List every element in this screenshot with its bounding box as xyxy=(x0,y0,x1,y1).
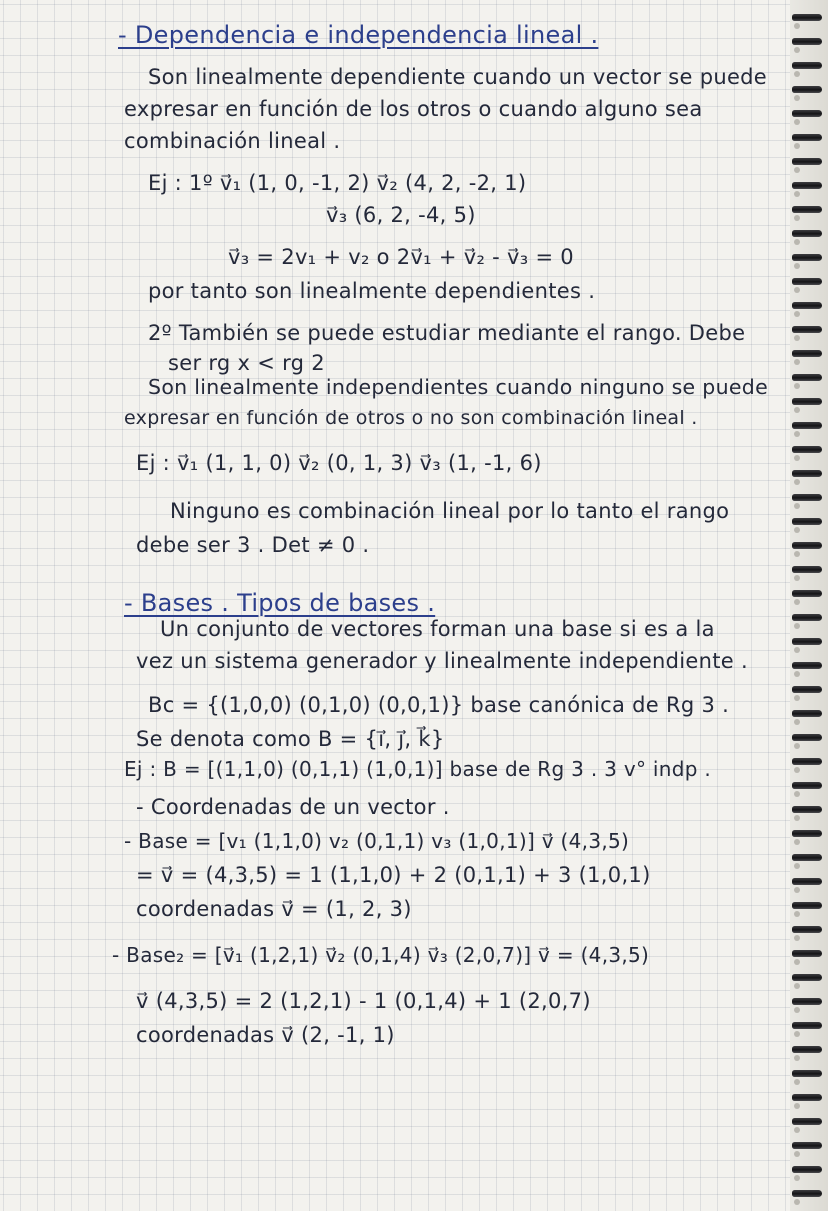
spiral-ring xyxy=(792,1166,822,1173)
example-line: Ej : 1º v⃗₁ (1, 0, -1, 2) v⃗₂ (4, 2, -2, 1) xyxy=(148,171,527,195)
spiral-hole xyxy=(794,1175,800,1181)
spiral-ring xyxy=(792,1142,822,1149)
spiral-hole xyxy=(794,23,800,29)
spiral-ring xyxy=(792,950,822,957)
spiral-ring xyxy=(792,614,822,621)
spiral-ring xyxy=(792,350,822,357)
spiral-ring xyxy=(792,590,822,597)
spiral-ring xyxy=(792,734,822,741)
spiral-ring xyxy=(792,566,822,573)
spiral-hole xyxy=(794,1199,800,1205)
spiral-hole xyxy=(794,1031,800,1037)
spiral-hole xyxy=(794,215,800,221)
spiral-ring xyxy=(792,518,822,525)
spiral-hole xyxy=(794,503,800,509)
spiral-ring xyxy=(792,974,822,981)
spiral-hole xyxy=(794,1127,800,1133)
spiral-hole xyxy=(794,407,800,413)
spiral-hole xyxy=(794,863,800,869)
text-line: vez un sistema generador y linealmente independiente . xyxy=(136,649,748,673)
spiral-ring xyxy=(792,1190,822,1197)
spiral-ring xyxy=(792,902,822,909)
text-line: 2º También se puede estudiar mediante el rango. Debe xyxy=(148,321,746,345)
text-line: combinación lineal . xyxy=(124,129,341,153)
spiral-ring xyxy=(792,14,822,21)
spiral-ring xyxy=(792,1094,822,1101)
spiral-hole xyxy=(794,143,800,149)
spiral-hole xyxy=(794,1151,800,1157)
spiral-hole xyxy=(794,911,800,917)
text-line: Son linealmente dependiente cuando un vector se puede xyxy=(148,65,768,89)
spiral-hole xyxy=(794,311,800,317)
spiral-ring xyxy=(792,86,822,93)
spiral-ring xyxy=(792,710,822,717)
spiral-hole xyxy=(794,383,800,389)
spiral-ring xyxy=(792,230,822,237)
text-line: debe ser 3 . Det ≠ 0 . xyxy=(136,533,370,557)
spiral-hole xyxy=(794,95,800,101)
spiral-ring xyxy=(792,494,822,501)
spiral-hole xyxy=(794,887,800,893)
spiral-hole xyxy=(794,599,800,605)
spiral-ring xyxy=(792,182,822,189)
spiral-ring xyxy=(792,638,822,645)
spiral-ring xyxy=(792,1070,822,1077)
example-line: Ej : v⃗₁ (1, 1, 0) v⃗₂ (0, 1, 3) v⃗₃ (1, -1, 6) xyxy=(136,451,542,475)
spiral-ring xyxy=(792,1046,822,1053)
spiral-ring xyxy=(792,38,822,45)
spiral-hole xyxy=(794,1055,800,1061)
spiral-hole xyxy=(794,575,800,581)
example-line: Ej : B = [(1,1,0) (0,1,1) (1,0,1)] base de Rg 3 . 3 v° indp . xyxy=(124,757,712,781)
spiral-hole xyxy=(794,767,800,773)
spiral-ring xyxy=(792,1022,822,1029)
example-line: v⃗₃ (6, 2, -4, 5) xyxy=(326,203,476,227)
spiral-hole xyxy=(794,1103,800,1109)
equation-line: - Base = [v₁ (1,1,0) v₂ (0,1,1) v₃ (1,0,1)] v⃗ (4,3,5) xyxy=(124,829,630,853)
spiral-hole xyxy=(794,983,800,989)
spiral-ring xyxy=(792,206,822,213)
spiral-ring xyxy=(792,926,822,933)
spiral-hole xyxy=(794,647,800,653)
spiral-hole xyxy=(794,47,800,53)
spiral-ring xyxy=(792,374,822,381)
spiral-ring xyxy=(792,662,822,669)
equation-line: coordenadas v⃗ = (1, 2, 3) xyxy=(136,897,412,921)
spiral-hole xyxy=(794,743,800,749)
spiral-ring xyxy=(792,446,822,453)
spiral-ring xyxy=(792,758,822,765)
spiral-hole xyxy=(794,455,800,461)
spiral-hole xyxy=(794,431,800,437)
spiral-hole xyxy=(794,1079,800,1085)
spiral-hole xyxy=(794,119,800,125)
spiral-hole xyxy=(794,935,800,941)
spiral-ring xyxy=(792,854,822,861)
spiral-ring xyxy=(792,302,822,309)
text-line: Un conjunto de vectores forman una base si es a la xyxy=(160,617,715,641)
spiral-hole xyxy=(794,71,800,77)
spiral-hole xyxy=(794,671,800,677)
spiral-hole xyxy=(794,527,800,533)
spiral-ring xyxy=(792,398,822,405)
heading-bases: - Bases . Tipos de bases . xyxy=(124,589,436,617)
text-line: ser rg x < rg 2 xyxy=(168,351,325,375)
spiral-ring xyxy=(792,158,822,165)
spiral-hole xyxy=(794,263,800,269)
spiral-ring xyxy=(792,830,822,837)
equation-line: Bc = {(1,0,0) (0,1,0) (0,0,1)} base canónica de Rg 3 . xyxy=(148,693,730,717)
spiral-ring xyxy=(792,110,822,117)
text-line: expresar en función de otros o no son combinación lineal . xyxy=(124,407,698,429)
spiral-ring xyxy=(792,1118,822,1125)
spiral-ring xyxy=(792,806,822,813)
equation-line: coordenadas v⃗ (2, -1, 1) xyxy=(136,1023,395,1047)
spiral-hole xyxy=(794,287,800,293)
spiral-ring xyxy=(792,326,822,333)
spiral-ring xyxy=(792,878,822,885)
spiral-hole xyxy=(794,959,800,965)
text-line: Ninguno es combinación lineal por lo tanto el rango xyxy=(170,499,730,523)
equation-line: - Base₂ = [v⃗₁ (1,2,1) v⃗₂ (0,1,4) v⃗₃ (2,0,7)] v⃗ = (4,3,5) xyxy=(112,943,650,967)
spiral-hole xyxy=(794,791,800,797)
spiral-hole xyxy=(794,1007,800,1013)
text-line: por tanto son linealmente dependientes . xyxy=(148,279,596,303)
text-line: expresar en función de los otros o cuando alguno sea xyxy=(124,97,703,121)
spiral-ring xyxy=(792,62,822,69)
spiral-hole xyxy=(794,335,800,341)
spiral-hole xyxy=(794,239,800,245)
spiral-ring xyxy=(792,422,822,429)
equation-line: v⃗₃ = 2v₁ + v₂ o 2v⃗₁ + v⃗₂ - v⃗₃ = 0 xyxy=(228,245,574,269)
equation-line: v⃗ (4,3,5) = 2 (1,2,1) - 1 (0,1,4) + 1 (2,0,7) xyxy=(136,989,591,1013)
spiral-ring xyxy=(792,782,822,789)
spiral-ring xyxy=(792,278,822,285)
spiral-ring xyxy=(792,998,822,1005)
spiral-hole xyxy=(794,551,800,557)
spiral-hole xyxy=(794,695,800,701)
spiral-hole xyxy=(794,479,800,485)
spiral-ring xyxy=(792,686,822,693)
spiral-ring xyxy=(792,254,822,261)
spiral-hole xyxy=(794,815,800,821)
spiral-hole xyxy=(794,167,800,173)
heading-coordenadas: - Coordenadas de un vector . xyxy=(136,795,450,819)
text-line: Son linealmente independientes cuando ninguno se puede xyxy=(148,375,769,399)
spiral-binding xyxy=(790,0,828,1211)
spiral-ring xyxy=(792,542,822,549)
heading-dependencia: - Dependencia e independencia lineal . xyxy=(118,21,599,49)
spiral-hole xyxy=(794,359,800,365)
spiral-hole xyxy=(794,839,800,845)
spiral-hole xyxy=(794,191,800,197)
spiral-ring xyxy=(792,470,822,477)
text-line: Se denota como B = {i⃗, j⃗, k⃗} xyxy=(136,727,445,751)
spiral-ring xyxy=(792,134,822,141)
spiral-hole xyxy=(794,719,800,725)
equation-line: = v⃗ = (4,3,5) = 1 (1,1,0) + 2 (0,1,1) + 3 (1,0,1) xyxy=(136,863,651,887)
spiral-hole xyxy=(794,623,800,629)
